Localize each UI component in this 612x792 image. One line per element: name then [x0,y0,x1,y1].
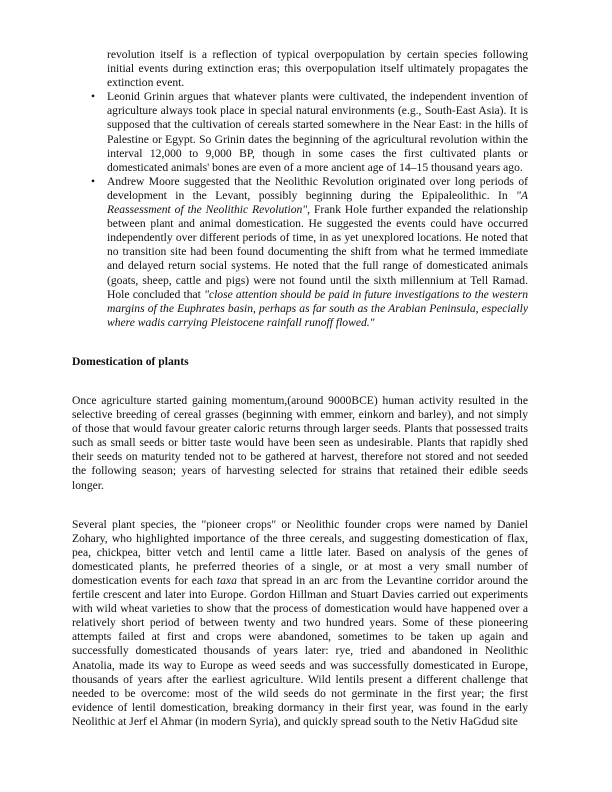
italic-quote-run: "close attention should be paid in future investigations to the western margins of the Euphrates basin, perhaps as far south as the Arabian Peninsula, especially where wadis carrying Pleistocene rainfall runoff flowed." [107,287,528,329]
bullet-marker: • [91,90,96,104]
spacer [72,330,528,355]
list-item-text [107,175,528,329]
page-title: Domestication of plants [72,354,189,368]
bullet-list [72,90,528,330]
text-run: , Frank Hole further expanded the relationship between plant and animal domestication. He suggested the events could have occurred independently over different periods of time, in as yet unexplored locations. He noted that no transition site had been found documenting the shift from what he termed immediate and delayed return social systems. He noted that the full range of domesticated animals (goats, sheep, cattle and pigs) were not found until the sixth millennium at Tell Ramad. Hole concluded that [107,203,528,301]
list-item-text [107,90,528,173]
spacer [72,369,528,394]
list-item [72,90,528,175]
list-item [72,175,528,330]
page-content [72,48,528,729]
italic-term-run: taxa [216,574,237,587]
text-run: Leonid Grinin argues that whatever plants were cultivated, the independent invention of agriculture always took place in special natural environments (e.g., South-East Asia). It is supposed that the cultivation of cereals started somewhere in the Near East: in the hills of Palestine or Egypt. So Grinin dates the beginning of the agricultural revolution within the interval 12,000 to 9,000 BP, though in some cases the first cultivated plants or domesticated animals' bones are even of a more ancient age of 14–15 thousand years ago. [107,90,528,174]
spacer [72,493,528,518]
text-run: Andrew Moore suggested that the Neolithic Revolution originated over long periods of development in the Levant, possibly beginning during the Epipaleolithic. In [107,174,528,202]
text-run: that spread in an arc from the Levantine corridor around the fertile crescent and later into Europe. Gordon Hillman and Stuart Davies carried out experiments with wild wheat varieties to show that the process of domestication would have happened over a relatively short period of between twenty and two hundred years. Some of these pioneering attempts failed at first and crops were abandoned, sometimes to be taken up again and successfully domesticated thousands of years later: rye, tried and abandoned in Neolithic Anatolia, made its way to Europe as weed seeds and was successfully domesticated in Europe, thousands of years after the earliest agriculture. Wild lentils present a different challenge that needed to be overcome: most of the wild seeds do not germinate in the first year; the first evidence of lentil domestication, breaking dormancy in their first year, was found in the early Neolithic at Jerf el Ahmar (in modern Syria), and quickly spread south to the Netiv HaGdud site [72,574,528,728]
continued-paragraph: revolution itself is a reflection of typical overpopulation by certain species following initial events during extinction eras; this overpopulation itself ultimately propagates the extinction event. [107,48,528,90]
text-run: Once agriculture started gaining momentum,(around 9000BCE) human activity resulted in the selective breeding of cereal grasses (beginning with emmer, einkorn and barley), and not simply of those that would favour greater caloric returns through larger seeds. Plants that possessed traits such as small seeds or bitter taste would have been seen as undesirable. Plants that rapidly shed their seeds on maturity tended not to be gathered at harvest, therefore not stored and not seeded the following season; years of harvesting selected for strains that retained their edible seeds longer. [72,393,528,492]
italic-title-run: "A Reassessment of the Neolithic Revolution" [107,188,528,217]
body-paragraph-1 [72,394,528,493]
body-paragraph-2 [72,518,528,729]
bullet-marker: • [91,174,96,188]
text-run: Several plant species, the "pioneer crops" or Neolithic founder crops were named by Daniel Zohary, who highlighted importance of the three cereals, and suggesting domestication of flax, pea, chickpea, bitter vetch and lentil came a little later. Based on analysis of the genes of domesticated plants, he preferred theories of a single, or at most a very small number of domestication events for each [72,517,528,587]
